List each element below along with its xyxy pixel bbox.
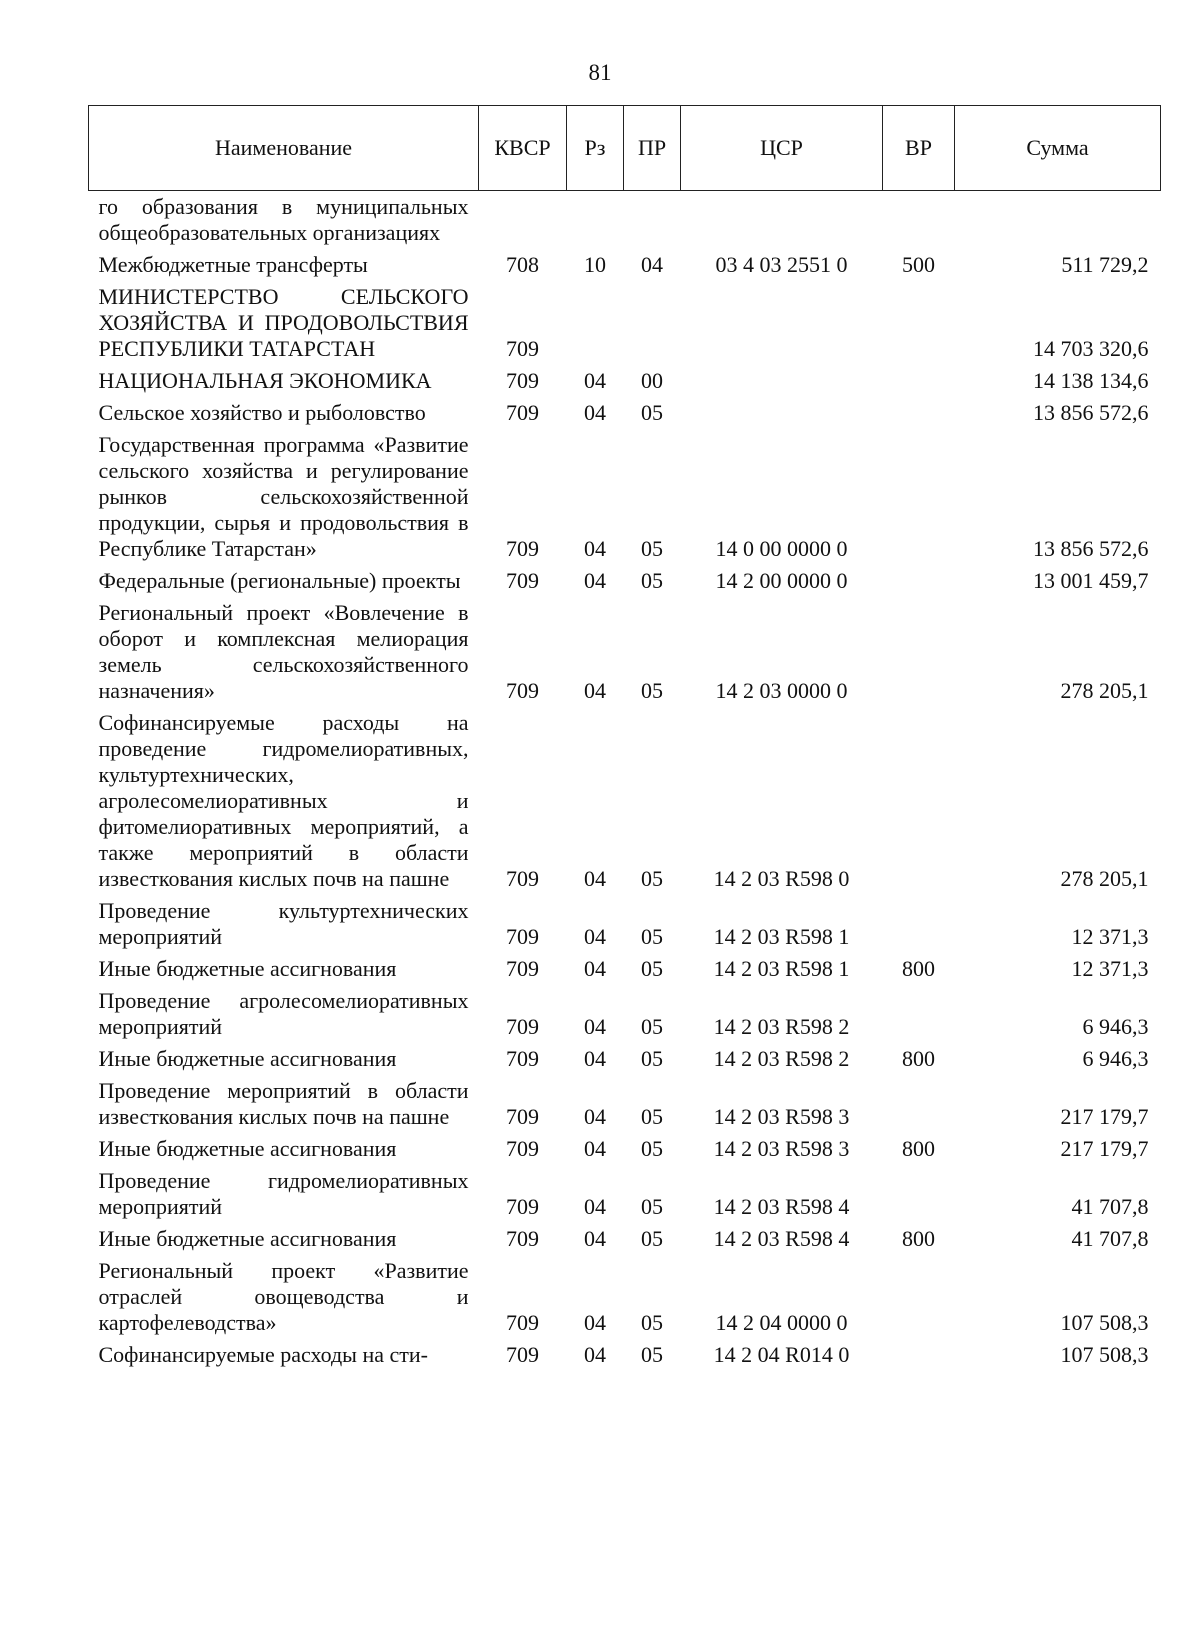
- row-kvsr: 709: [506, 1104, 539, 1129]
- row-pr: 05: [641, 678, 663, 703]
- row-name: НАЦИОНАЛЬНАЯ ЭКОНОМИКА: [98, 368, 432, 393]
- table-row: [89, 281, 1161, 365]
- table-row: [89, 985, 1161, 1043]
- row-vr: 800: [902, 1226, 935, 1251]
- row-kvsr: 708: [506, 252, 539, 277]
- row-rz: 04: [584, 1194, 606, 1219]
- row-name: Проведение культуртехнических мероприятий: [98, 898, 469, 949]
- row-name: Федеральные (региональные) проекты: [98, 568, 461, 593]
- table-header-row: [89, 106, 1161, 191]
- row-rz: 04: [584, 1226, 606, 1251]
- row-pr: 05: [641, 1104, 663, 1129]
- table-row: [89, 597, 1161, 707]
- row-pr: 05: [641, 866, 663, 891]
- row-kvsr: 709: [506, 568, 539, 593]
- row-rz: 04: [584, 1342, 606, 1367]
- row-vr: [883, 1075, 955, 1133]
- row-name: Иные бюджетные ассигнования: [98, 1136, 397, 1161]
- row-kvsr: 709: [506, 1014, 539, 1039]
- table-row: [89, 1133, 1161, 1165]
- row-sum: 278 205,1: [1060, 866, 1149, 891]
- row-csr: [681, 365, 883, 397]
- row-vr: 800: [902, 956, 935, 981]
- row-name: Региональный проект «Развитие отраслей овощеводства и картофелеводства»: [98, 1258, 469, 1335]
- row-sum: 12 371,3: [1071, 924, 1149, 949]
- row-name: Проведение мероприятий в области известкования кислых почв на пашне: [98, 1078, 469, 1129]
- row-csr: 14 2 03 R598 2: [713, 1014, 850, 1039]
- row-name: Межбюджетные трансферты: [98, 252, 368, 277]
- row-vr: [883, 1255, 955, 1339]
- header-sum: Сумма: [955, 106, 1161, 191]
- table-row: [89, 953, 1161, 985]
- row-sum: 217 179,7: [1060, 1104, 1149, 1129]
- row-vr: [883, 281, 955, 365]
- row-rz: 04: [584, 924, 606, 949]
- row-pr: 05: [641, 1046, 663, 1071]
- row-rz: 04: [584, 536, 606, 561]
- row-name: Проведение гидромелиоративных мероприятий: [98, 1168, 469, 1219]
- row-pr: [624, 191, 681, 250]
- table-row: [89, 1339, 1161, 1371]
- row-vr: [883, 429, 955, 565]
- row-csr: 14 2 03 R598 1: [713, 956, 850, 981]
- row-kvsr: 709: [506, 1226, 539, 1251]
- header-vr: ВР: [883, 106, 955, 191]
- row-sum: 278 205,1: [1060, 678, 1149, 703]
- row-pr: 05: [641, 1310, 663, 1335]
- table-row: [89, 565, 1161, 597]
- row-csr: [681, 397, 883, 429]
- row-csr: 14 2 03 0000 0: [715, 678, 848, 703]
- table-row: [89, 1223, 1161, 1255]
- row-kvsr: 709: [506, 1194, 539, 1219]
- row-pr: 05: [641, 1342, 663, 1367]
- row-sum: 13 856 572,6: [1033, 400, 1149, 425]
- row-csr: 14 2 03 R598 4: [713, 1194, 850, 1219]
- row-sum: 14 138 134,6: [1033, 368, 1149, 393]
- row-sum: 107 508,3: [1060, 1310, 1149, 1335]
- row-kvsr: 709: [506, 336, 539, 361]
- row-rz: 04: [584, 1136, 606, 1161]
- row-pr: 05: [641, 1226, 663, 1251]
- row-vr: [883, 397, 955, 429]
- row-pr: 05: [641, 924, 663, 949]
- row-sum: 107 508,3: [1060, 1342, 1149, 1367]
- row-vr: 800: [902, 1136, 935, 1161]
- row-rz: 10: [584, 252, 606, 277]
- row-name: Софинансируемые расходы на сти-: [98, 1342, 428, 1367]
- row-sum: [955, 191, 1161, 250]
- row-sum: 14 703 320,6: [1033, 336, 1149, 361]
- row-rz: [567, 281, 624, 365]
- row-vr: [883, 895, 955, 953]
- row-sum: 6 946,3: [1082, 1046, 1149, 1071]
- row-name: Иные бюджетные ассигнования: [98, 1226, 397, 1251]
- row-pr: [624, 281, 681, 365]
- row-kvsr: 709: [506, 1310, 539, 1335]
- row-kvsr: 709: [506, 956, 539, 981]
- row-sum: 41 707,8: [1071, 1194, 1149, 1219]
- row-vr: [883, 365, 955, 397]
- row-vr: [883, 1339, 955, 1371]
- row-kvsr: 709: [506, 536, 539, 561]
- row-name: МИНИСТЕРСТВО СЕЛЬСКОГО ХОЗЯЙСТВА И ПРОДОВОЛЬСТВИЯ РЕСПУБЛИКИ ТАТАРСТАН: [98, 284, 469, 361]
- table-row: [89, 191, 1161, 250]
- row-name: Проведение агролесомелиоративных мероприятий: [98, 988, 469, 1039]
- row-name: Иные бюджетные ассигнования: [98, 956, 397, 981]
- row-rz: 04: [584, 1104, 606, 1129]
- row-kvsr: [479, 191, 567, 250]
- row-name: го образования в муниципальных общеобразовательных организациях: [98, 194, 469, 245]
- header-name: Наименование: [89, 106, 479, 191]
- row-kvsr: 709: [506, 866, 539, 891]
- row-pr: 05: [641, 536, 663, 561]
- table-row: [89, 1255, 1161, 1339]
- row-kvsr: 709: [506, 678, 539, 703]
- row-sum: 12 371,3: [1071, 956, 1149, 981]
- row-pr: 05: [641, 568, 663, 593]
- table-row: [89, 895, 1161, 953]
- row-csr: 14 2 03 R598 0: [713, 866, 850, 891]
- row-vr: 800: [902, 1046, 935, 1071]
- table-row: [89, 397, 1161, 429]
- table-row: [89, 1043, 1161, 1075]
- row-csr: [681, 281, 883, 365]
- row-kvsr: 709: [506, 1046, 539, 1071]
- row-csr: 14 0 00 0000 0: [715, 536, 848, 561]
- row-rz: 04: [584, 1310, 606, 1335]
- page-number: 81: [588, 60, 612, 85]
- row-kvsr: 709: [506, 400, 539, 425]
- row-name: Иные бюджетные ассигнования: [98, 1046, 397, 1071]
- row-sum: 6 946,3: [1082, 1014, 1149, 1039]
- row-vr: [883, 191, 955, 250]
- header-pr: ПР: [624, 106, 681, 191]
- row-sum: 217 179,7: [1060, 1136, 1149, 1161]
- table-row: [89, 1075, 1161, 1133]
- row-vr: [883, 597, 955, 707]
- row-rz: 04: [584, 1046, 606, 1071]
- row-kvsr: 709: [506, 1136, 539, 1161]
- row-pr: 00: [641, 368, 663, 393]
- row-vr: 500: [902, 252, 935, 277]
- row-csr: 14 2 04 0000 0: [715, 1310, 848, 1335]
- row-rz: 04: [584, 678, 606, 703]
- row-rz: [567, 191, 624, 250]
- row-pr: 04: [641, 252, 663, 277]
- row-vr: [883, 707, 955, 895]
- row-vr: [883, 565, 955, 597]
- budget-table: [88, 105, 1161, 1371]
- header-csr: ЦСР: [681, 106, 883, 191]
- row-sum: 13 001 459,7: [1033, 568, 1149, 593]
- row-csr: 03 4 03 2551 0: [715, 252, 848, 277]
- row-rz: 04: [584, 956, 606, 981]
- row-csr: 14 2 03 R598 1: [713, 924, 850, 949]
- row-csr: 14 2 03 R598 2: [713, 1046, 850, 1071]
- row-name: Государственная программа «Развитие сельского хозяйства и регулирование рынков сельскохозяйственной продукции, сырья и продовольствия в Республике Татарстан»: [98, 432, 469, 561]
- row-kvsr: 709: [506, 1342, 539, 1367]
- table-row: [89, 429, 1161, 565]
- row-pr: 05: [641, 1136, 663, 1161]
- row-name: Региональный проект «Вовлечение в оборот и комплексная мелиорация земель сельскохозяйственного назначения»: [98, 600, 469, 703]
- row-sum: 511 729,2: [1061, 252, 1149, 277]
- row-rz: 04: [584, 866, 606, 891]
- table-row: [89, 707, 1161, 895]
- row-csr: 14 2 03 R598 3: [713, 1104, 850, 1129]
- table-row: [89, 249, 1161, 281]
- row-kvsr: 709: [506, 368, 539, 393]
- row-sum: 13 856 572,6: [1033, 536, 1149, 561]
- row-sum: 41 707,8: [1071, 1226, 1149, 1251]
- row-pr: 05: [641, 400, 663, 425]
- table-row: [89, 1165, 1161, 1223]
- row-name: Софинансируемые расходы на проведение гидромелиоративных, культуртехнических, агролесомелиоративных и фитомелиоративных мероприятий, а также мероприятий в области известкования кислых почв на пашне: [98, 710, 469, 891]
- header-rz: Рз: [567, 106, 624, 191]
- row-rz: 04: [584, 400, 606, 425]
- row-csr: 14 2 03 R598 3: [713, 1136, 850, 1161]
- row-pr: 05: [641, 1014, 663, 1039]
- row-csr: 14 2 04 R014 0: [713, 1342, 850, 1367]
- header-kvsr: КВСР: [479, 106, 567, 191]
- row-vr: [883, 1165, 955, 1223]
- row-rz: 04: [584, 368, 606, 393]
- row-name: Сельское хозяйство и рыболовство: [98, 400, 426, 425]
- row-pr: 05: [641, 956, 663, 981]
- row-rz: 04: [584, 1014, 606, 1039]
- row-rz: 04: [584, 568, 606, 593]
- row-kvsr: 709: [506, 924, 539, 949]
- row-pr: 05: [641, 1194, 663, 1219]
- table-row: [89, 365, 1161, 397]
- row-csr: 14 2 03 R598 4: [713, 1226, 850, 1251]
- row-csr: 14 2 00 0000 0: [715, 568, 848, 593]
- row-vr: [883, 985, 955, 1043]
- row-csr: [681, 191, 883, 250]
